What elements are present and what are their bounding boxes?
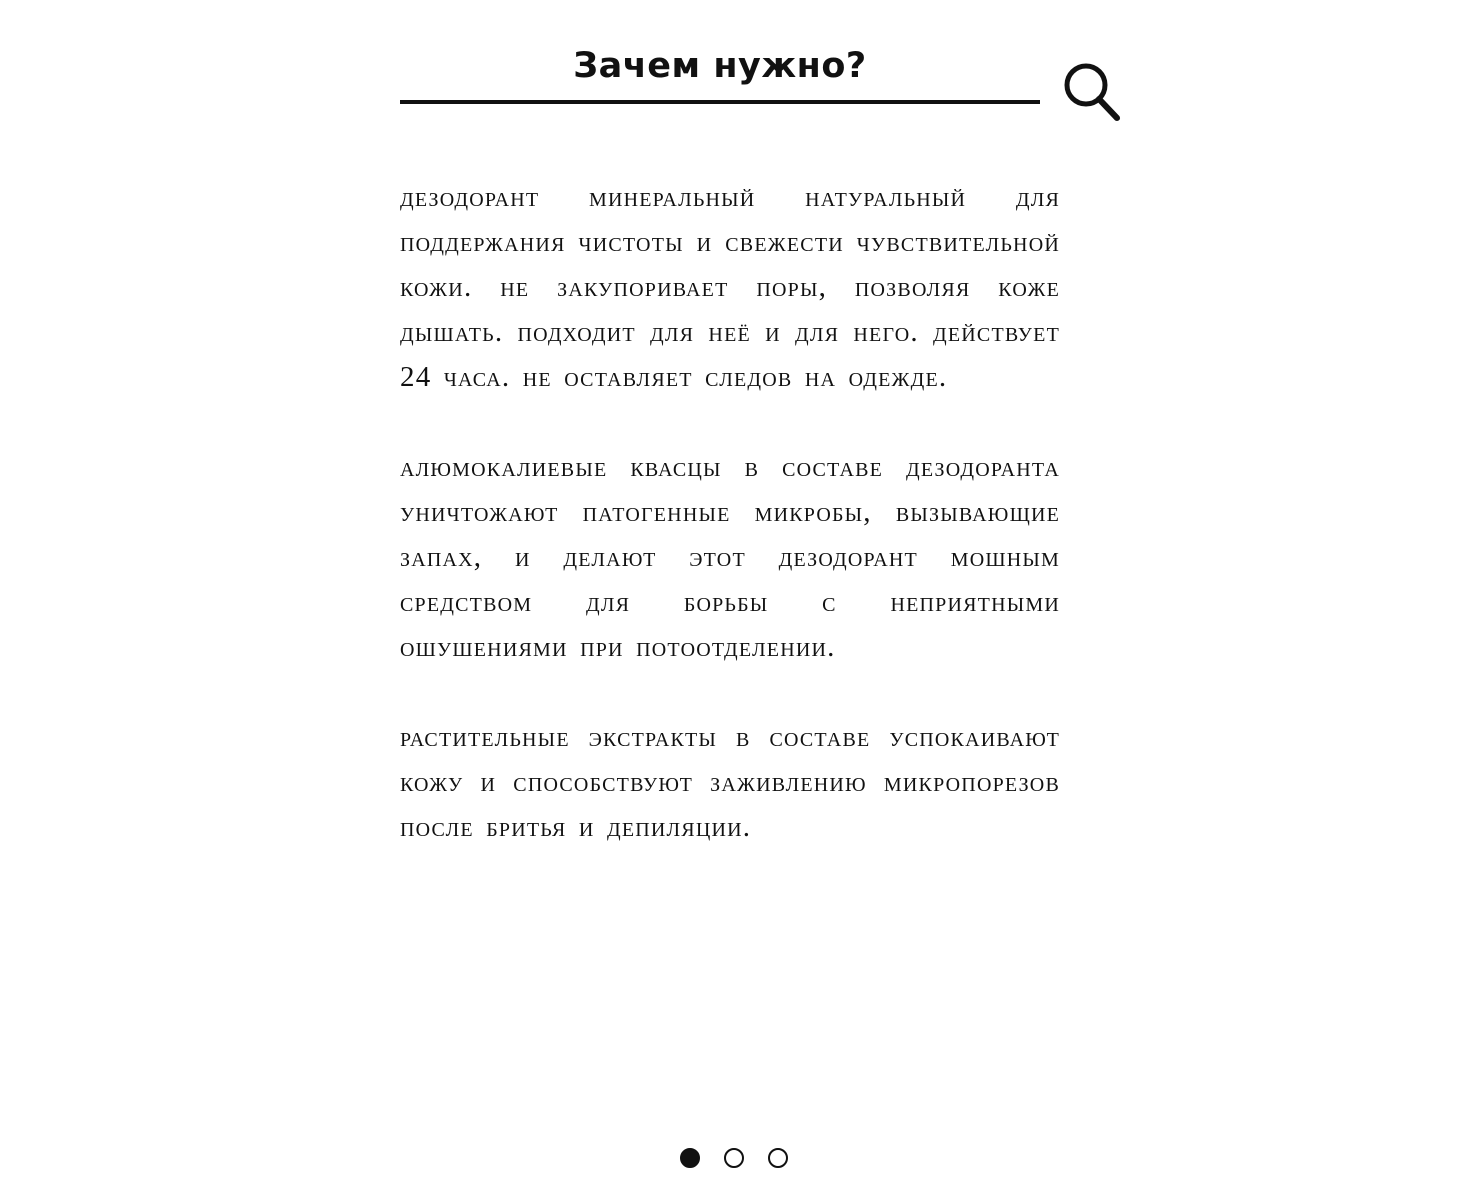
title-underline bbox=[400, 100, 1040, 104]
pagination-dot-3[interactable] bbox=[768, 1148, 788, 1168]
body-content bbox=[400, 175, 1060, 850]
page-title: Зачем нужно? bbox=[573, 46, 867, 86]
paragraph: дезодорант минеральный натуральный для поддержания чистоты и свежести чувствительной кожи. не закупоривает поры, позволяя коже дышать. подходит для неё и для него. действует 24 часа. не оставляет следов на одежде. bbox=[400, 181, 1060, 393]
pagination-dot-1[interactable] bbox=[680, 1148, 700, 1168]
paragraph: алюмокалиевые квасцы в составе дезодоранта уничтожают патогенные микробы, вызывающие запах, и делают этот дезодорант мошным средством для борьбы с неприятными ошушениями при потоотделении. bbox=[400, 451, 1060, 663]
search-icon[interactable] bbox=[1058, 58, 1126, 126]
paragraph: растительные экстракты в составе успокаивают кожу и способствуют заживлению микропорезов после бритья и депиляции. bbox=[400, 721, 1060, 843]
pagination-dot-2[interactable] bbox=[724, 1148, 744, 1168]
pagination-dots bbox=[0, 1148, 1467, 1168]
header bbox=[0, 28, 1467, 128]
